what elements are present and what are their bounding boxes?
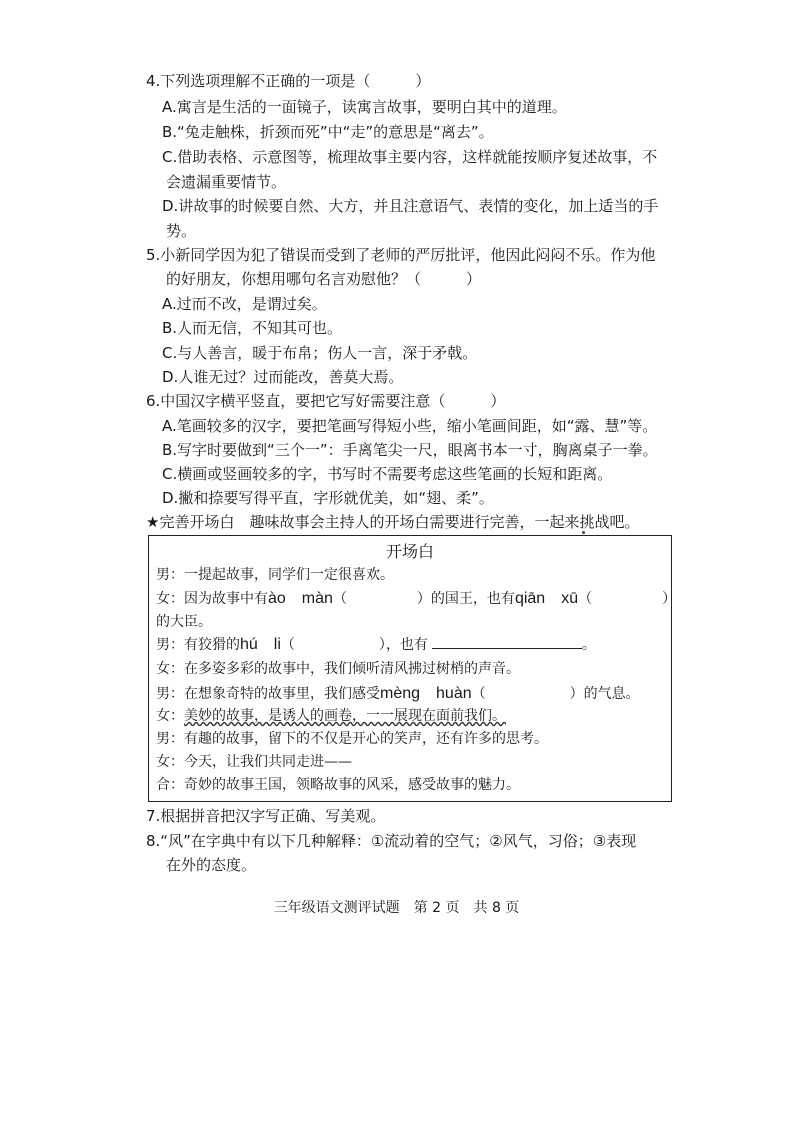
question-6-option-a: A.笔画较多的汉字，要把笔画写得短小些，缩小笔画间距，如“露、慧”等。 (162, 417, 658, 435)
speech-line-10: 合：奇妙的故事王国，领略故事的风采，感受故事的魅力。 (156, 777, 520, 793)
question-5-stem: 5.小新同学因为犯了错误而受到了老师的严厉批评，他因此闷闷不乐。作为他 (146, 246, 656, 264)
pinyin-huli: hú li (240, 636, 281, 653)
speech-line-7-speaker: 女： (156, 708, 184, 724)
question-8-stem: 8.“风”在字典中有以下几种解释：①流动着的空气；②风气，习俗；③表现 (146, 832, 637, 850)
answer-blank-menghuan[interactable]: （ ）的气息。 (471, 686, 640, 702)
speech-line-8: 男：有趣的故事，留下的不仅是开心的笑声，还有许多的思考。 (156, 731, 548, 747)
box-title: 开场白 (385, 542, 434, 561)
question-4-stem: 4.下列选项理解不正确的一项是（ ） (146, 72, 431, 90)
speech-line-2-text-a: 女：因为故事中有 (156, 591, 268, 607)
question-5-option-d: D.人谁无过？过而能改，善莫大焉。 (162, 368, 404, 386)
question-4-option-a: A.寓言是生活的一面镜子，读寓言故事，要明白其中的道理。 (162, 98, 567, 116)
speech-line-4 (156, 634, 596, 655)
question-4-option-c-cont: 会遗漏重要情节。 (166, 173, 287, 191)
question-4-option-d-cont: 势。 (166, 222, 197, 240)
question-5-option-a: A.过而不改，是谓过矣。 (162, 295, 327, 313)
question-6-option-b: B.写字时要做到“三个一”：手离笔尖一尺，眼离书本一寸，胸离桌子一拳。 (162, 441, 658, 459)
question-5-stem-cont: 的好朋友，你想用哪句名言劝慰他？（ ） (166, 270, 482, 288)
stray-mark (582, 531, 585, 534)
question-5-option-b: B.人而无信，不知其可也。 (162, 319, 343, 337)
fill-in-line[interactable] (432, 634, 582, 649)
speech-line-5: 女：在多姿多彩的故事中，我们倾听清风拂过树梢的声音。 (156, 661, 520, 677)
answer-blank-qianxu[interactable]: （ ） (578, 591, 677, 607)
speech-line-3: 的大臣。 (156, 614, 212, 630)
speech-line-2 (156, 589, 676, 609)
question-4-option-b: B.“兔走触株，折颈而死”中“走”的意思是“离去”。 (162, 123, 494, 141)
question-7: 7.根据拼音把汉字写正确、写美观。 (146, 807, 386, 825)
answer-blank-huli[interactable]: （ ），也有 (280, 637, 428, 653)
pinyin-aoman: ào màn (268, 590, 333, 607)
page-footer: 三年级语文测评试题 第 2 页 共 8 页 (273, 900, 520, 916)
question-8-stem-cont: 在外的态度。 (166, 856, 257, 874)
speech-line-6 (156, 684, 640, 704)
question-6-option-c: C.横画或竖画较多的字，书写时不需要考虑这些笔画的长短和距离。 (162, 465, 613, 483)
section-heading: ★完善开场白 趣味故事会主持人的开场白需要进行完善，一起来挑战吧。 (146, 513, 640, 531)
speech-line-1: 男：一提起故事，同学们一定很喜欢。 (156, 567, 394, 583)
speech-line-4-text-a: 男：有狡猾的 (156, 637, 240, 653)
question-5-option-c: C.与人善言，暖于布帛；伤人一言，深于矛戟。 (162, 344, 478, 362)
speech-line-9: 女：今天，让我们共同走进—— (156, 754, 352, 770)
pinyin-menghuan: mèng huàn (380, 685, 472, 702)
question-6-stem: 6.中国汉字横平竖直，要把它写好需要注意（ ） (146, 392, 506, 410)
wavy-underlined-sentence: 美妙的故事，是诱人的画卷，一一展现在面前我们。 (184, 708, 506, 724)
question-4-option-d: D.讲故事的时候要自然、大方，并且注意语气、表情的变化，加上适当的手 (162, 197, 659, 215)
pinyin-qianxu: qiān xū (514, 590, 579, 607)
speech-line-6-text-a: 男：在想象奇特的故事里，我们感受 (156, 686, 380, 702)
question-6-option-d: D.撇和捺要写得平直，字形就优美，如“翅、柔”。 (162, 489, 494, 507)
question-4-option-c: C.借助表格、示意图等，梳理故事主要内容，这样就能按顺序复述故事，不 (162, 148, 658, 166)
answer-blank-aoman[interactable]: （ ）的国王，也有 (332, 591, 515, 607)
speech-line-7 (156, 706, 506, 726)
speech-line-4-end: 。 (581, 637, 596, 653)
